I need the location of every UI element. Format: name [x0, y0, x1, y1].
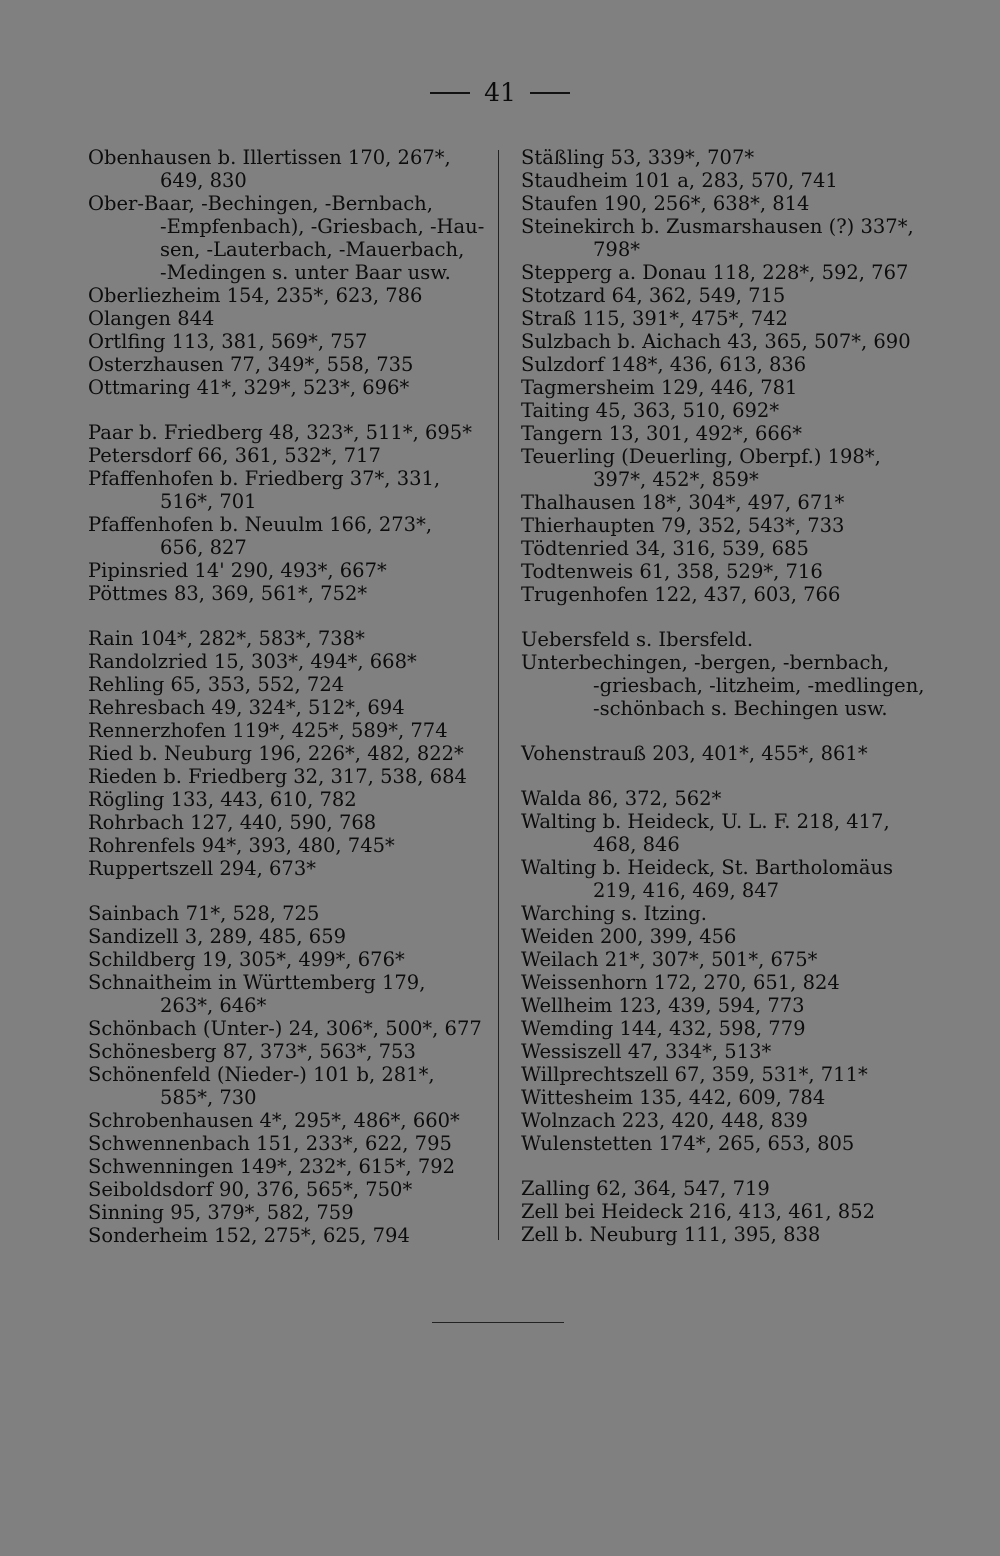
- index-entry: [521, 925, 925, 948]
- index-entry-continuation: 397*, 452*, 859*: [593, 468, 759, 491]
- index-entry-line: Teuerling (Deuerling, Oberpf.) 198*,: [521, 445, 881, 468]
- index-entry-line: Schildberg 19, 305*, 499*, 676*: [88, 948, 405, 971]
- index-entry-line: Thierhaupten 79, 352, 543*, 733: [521, 514, 845, 537]
- index-entry-line: Rehresbach 49, 324*, 512*, 694: [88, 696, 405, 719]
- index-column-right: [521, 146, 925, 1246]
- index-entry: [521, 192, 925, 215]
- section-gap: [521, 720, 925, 742]
- index-entry: [521, 537, 925, 560]
- index-entry-line: Tagmersheim 129, 446, 781: [521, 376, 798, 399]
- index-entry: [521, 628, 925, 651]
- index-entry-line: Rögling 133, 443, 610, 782: [88, 788, 357, 811]
- index-column-left: [88, 146, 490, 1247]
- index-entry-continuation: -griesbach, -litzheim, -medlingen,: [593, 674, 925, 697]
- index-entry-line: Wellheim 123, 439, 594, 773: [521, 994, 805, 1017]
- index-entry-continuation: 585*, 730: [160, 1086, 257, 1109]
- index-entry-line: Tangern 13, 301, 492*, 666*: [521, 422, 802, 445]
- index-entry: [521, 261, 925, 284]
- index-entry-line: Willprechtszell 67, 359, 531*, 711*: [521, 1063, 868, 1086]
- index-entry-continuation: 516*, 701: [160, 490, 257, 513]
- index-entry: [88, 192, 490, 284]
- index-entry: [88, 1017, 490, 1040]
- index-entry: [521, 514, 925, 537]
- index-entry-line: Schwennenbach 151, 233*, 622, 795: [88, 1132, 452, 1155]
- index-entry-line: Rohrbach 127, 440, 590, 768: [88, 811, 377, 834]
- index-entry: [521, 445, 925, 491]
- index-entry-line: Weilach 21*, 307*, 501*, 675*: [521, 948, 818, 971]
- index-entry-line: Sandizell 3, 289, 485, 659: [88, 925, 347, 948]
- index-entry: [521, 376, 925, 399]
- index-entry: [88, 582, 490, 605]
- index-entry: [521, 1063, 925, 1086]
- index-entry: [521, 422, 925, 445]
- index-entry-line: Ottmaring 41*, 329*, 523*, 696*: [88, 376, 410, 399]
- index-entry: [88, 330, 490, 353]
- index-entry-continuation: 649, 830: [160, 169, 247, 192]
- index-entry: [88, 742, 490, 765]
- page-number: 41: [484, 78, 516, 107]
- index-entry: [521, 856, 925, 902]
- index-entry: [521, 1017, 925, 1040]
- index-entry-line: Schönbach (Unter-) 24, 306*, 500*, 677: [88, 1017, 482, 1040]
- index-entry-line: Ruppertszell 294, 673*: [88, 857, 316, 880]
- index-entry: [521, 399, 925, 422]
- index-entry-line: Rieden b. Friedberg 32, 317, 538, 684: [88, 765, 467, 788]
- index-entry: [88, 444, 490, 467]
- index-entry-line: Zalling 62, 364, 547, 719: [521, 1177, 770, 1200]
- index-entry-line: Weiden 200, 399, 456: [521, 925, 737, 948]
- index-entry-line: Pipinsried 14' 290, 493*, 667*: [88, 559, 387, 582]
- section-gap: [88, 880, 490, 902]
- index-entry: [521, 1223, 925, 1246]
- index-entry: [521, 284, 925, 307]
- index-entry-line: Rohrenfels 94*, 393, 480, 745*: [88, 834, 395, 857]
- index-entry-line: Walting b. Heideck, U. L. F. 218, 417,: [521, 810, 890, 833]
- index-entry-line: Stotzard 64, 362, 549, 715: [521, 284, 786, 307]
- index-entry-line: Zell bei Heideck 216, 413, 461, 852: [521, 1200, 876, 1223]
- index-entry: [521, 902, 925, 925]
- section-gap: [88, 605, 490, 627]
- index-entry-line: Walda 86, 372, 562*: [521, 787, 722, 810]
- index-entry: [88, 467, 490, 513]
- index-entry-line: Wemding 144, 432, 598, 779: [521, 1017, 806, 1040]
- index-entry-continuation: sen, -Lauterbach, -Mauerbach,: [160, 238, 465, 261]
- index-entry: [88, 857, 490, 880]
- index-entry-line: Schrobenhausen 4*, 295*, 486*, 660*: [88, 1109, 460, 1132]
- index-entry-line: Osterzhausen 77, 349*, 558, 735: [88, 353, 414, 376]
- index-entry-line: Rennerzhofen 119*, 425*, 589*, 774: [88, 719, 448, 742]
- index-entry: [88, 1040, 490, 1063]
- index-entry: [521, 651, 925, 720]
- index-entry-line: Stäßling 53, 339*, 707*: [521, 146, 755, 169]
- index-entry: [88, 948, 490, 971]
- index-entry-line: Tödtenried 34, 316, 539, 685: [521, 537, 809, 560]
- index-entry: [88, 788, 490, 811]
- index-entry-line: Pöttmes 83, 369, 561*, 752*: [88, 582, 368, 605]
- index-entry-line: Obenhausen b. Illertissen 170, 267*,: [88, 146, 451, 169]
- index-entry: [88, 1178, 490, 1201]
- index-entry-line: Wolnzach 223, 420, 448, 839: [521, 1109, 808, 1132]
- header-dash-right: [530, 92, 570, 94]
- index-entry: [521, 583, 925, 606]
- index-entry: [88, 627, 490, 650]
- index-entry: [521, 810, 925, 856]
- index-entry-line: Uebersfeld s. Ibersfeld.: [521, 628, 754, 651]
- index-entry-line: Schönenfeld (Nieder-) 101 b, 281*,: [88, 1063, 435, 1086]
- index-entry: [88, 1224, 490, 1247]
- header-dash-left: [430, 92, 470, 94]
- index-entry: [521, 307, 925, 330]
- index-entry: [88, 1155, 490, 1178]
- index-entry: [88, 834, 490, 857]
- index-entry-line: Sainbach 71*, 528, 725: [88, 902, 320, 925]
- index-entry-line: Todtenweis 61, 358, 529*, 716: [521, 560, 823, 583]
- index-entry-line: Wulenstetten 174*, 265, 653, 805: [521, 1132, 855, 1155]
- index-entry-line: Sulzdorf 148*, 436, 613, 836: [521, 353, 807, 376]
- index-entry: [521, 787, 925, 810]
- index-entry: [88, 1109, 490, 1132]
- index-entry: [521, 994, 925, 1017]
- index-entry-line: Vohenstrauß 203, 401*, 455*, 861*: [521, 742, 868, 765]
- index-entry-line: Petersdorf 66, 361, 532*, 717: [88, 444, 381, 467]
- index-entry: [88, 765, 490, 788]
- index-entry: [521, 169, 925, 192]
- index-entry-line: Pfaffenhofen b. Neuulm 166, 273*,: [88, 513, 433, 536]
- index-entry-line: Schwenningen 149*, 232*, 615*, 792: [88, 1155, 456, 1178]
- index-entry: [88, 902, 490, 925]
- index-entry-continuation: 798*: [593, 238, 640, 261]
- index-entry-continuation: 263*, 646*: [160, 994, 267, 1017]
- index-entry: [88, 284, 490, 307]
- index-entry-line: Rehling 65, 353, 552, 724: [88, 673, 345, 696]
- page-header: [0, 78, 1000, 107]
- index-entry-line: Staufen 190, 256*, 638*, 814: [521, 192, 810, 215]
- index-entry-line: Schnaitheim in Württemberg 179,: [88, 971, 426, 994]
- index-entry: [521, 1086, 925, 1109]
- index-entry-line: Unterbechingen, -bergen, -bernbach,: [521, 651, 890, 674]
- index-entry-line: Staudheim 101 a, 283, 570, 741: [521, 169, 838, 192]
- index-entry-continuation: 468, 846: [593, 833, 680, 856]
- index-entry: [521, 1109, 925, 1132]
- index-entry: [521, 1132, 925, 1155]
- index-entry-line: Sonderheim 152, 275*, 625, 794: [88, 1224, 410, 1247]
- index-entry: [88, 719, 490, 742]
- index-entry: [88, 971, 490, 1017]
- index-entry-line: Wessiszell 47, 334*, 513*: [521, 1040, 772, 1063]
- index-entry-line: Steinekirch b. Zusmarshausen (?) 337*,: [521, 215, 914, 238]
- column-divider: [498, 150, 499, 1240]
- index-entry: [521, 1040, 925, 1063]
- index-entry-line: Walting b. Heideck, St. Bartholomäus: [521, 856, 894, 879]
- index-entry-line: Randolzried 15, 303*, 494*, 668*: [88, 650, 417, 673]
- index-entry: [88, 811, 490, 834]
- index-entry-line: Wittesheim 135, 442, 609, 784: [521, 1086, 826, 1109]
- section-gap: [521, 765, 925, 787]
- index-entry-line: Ober-Baar, -Bechingen, -Bernbach,: [88, 192, 433, 215]
- index-entry-continuation: 219, 416, 469, 847: [593, 879, 780, 902]
- index-entry: [88, 925, 490, 948]
- index-entry: [521, 1200, 925, 1223]
- index-entry: [88, 146, 490, 192]
- section-gap: [521, 1155, 925, 1177]
- index-entry: [88, 513, 490, 559]
- index-entry-line: Trugenhofen 122, 437, 603, 766: [521, 583, 841, 606]
- index-entry-line: Olangen 844: [88, 307, 215, 330]
- index-entry-line: Taiting 45, 363, 510, 692*: [521, 399, 780, 422]
- index-entry-continuation: -Empfenbach), -Griesbach, -Hau-: [160, 215, 485, 238]
- index-entry-line: Seiboldsdorf 90, 376, 565*, 750*: [88, 1178, 413, 1201]
- section-gap: [88, 399, 490, 421]
- index-entry-line: Ried b. Neuburg 196, 226*, 482, 822*: [88, 742, 464, 765]
- index-entry-line: Weissenhorn 172, 270, 651, 824: [521, 971, 840, 994]
- index-entry-line: Oberliezheim 154, 235*, 623, 786: [88, 284, 423, 307]
- index-entry: [88, 1132, 490, 1155]
- index-entry-line: Paar b. Friedberg 48, 323*, 511*, 695*: [88, 421, 472, 444]
- index-entry: [521, 948, 925, 971]
- index-entry: [88, 650, 490, 673]
- index-entry-line: Stepperg a. Donau 118, 228*, 592, 767: [521, 261, 909, 284]
- index-entry: [88, 307, 490, 330]
- index-entry-line: Sinning 95, 379*, 582, 759: [88, 1201, 354, 1224]
- index-entry-continuation: -schönbach s. Bechingen usw.: [593, 697, 888, 720]
- index-entry-line: Thalhausen 18*, 304*, 497, 671*: [521, 491, 845, 514]
- index-entry: [521, 742, 925, 765]
- index-entry: [521, 1177, 925, 1200]
- index-entry: [88, 559, 490, 582]
- index-entry-line: Ortlfing 113, 381, 569*, 757: [88, 330, 368, 353]
- index-entry: [521, 560, 925, 583]
- index-entry-continuation: -Medingen s. unter Baar usw.: [160, 261, 451, 284]
- index-entry: [521, 491, 925, 514]
- index-entry-continuation: 656, 827: [160, 536, 247, 559]
- index-entry: [88, 673, 490, 696]
- index-entry: [521, 146, 925, 169]
- index-entry: [88, 696, 490, 719]
- index-entry: [88, 1063, 490, 1109]
- index-entry-line: Schönesberg 87, 373*, 563*, 753: [88, 1040, 416, 1063]
- index-entry-line: Rain 104*, 282*, 583*, 738*: [88, 627, 365, 650]
- index-entry-line: Pfaffenhofen b. Friedberg 37*, 331,: [88, 467, 441, 490]
- index-entry: [88, 353, 490, 376]
- index-entry-line: Sulzbach b. Aichach 43, 365, 507*, 690: [521, 330, 911, 353]
- index-entry: [521, 353, 925, 376]
- footer-rule: [432, 1322, 564, 1323]
- index-entry: [88, 421, 490, 444]
- section-gap: [521, 606, 925, 628]
- index-entry: [521, 215, 925, 261]
- index-entry: [521, 971, 925, 994]
- index-entry-line: Warching s. Itzing.: [521, 902, 707, 925]
- index-entry: [88, 376, 490, 399]
- index-entry-line: Zell b. Neuburg 111, 395, 838: [521, 1223, 821, 1246]
- index-entry: [521, 330, 925, 353]
- index-entry-line: Straß 115, 391*, 475*, 742: [521, 307, 788, 330]
- index-entry: [88, 1201, 490, 1224]
